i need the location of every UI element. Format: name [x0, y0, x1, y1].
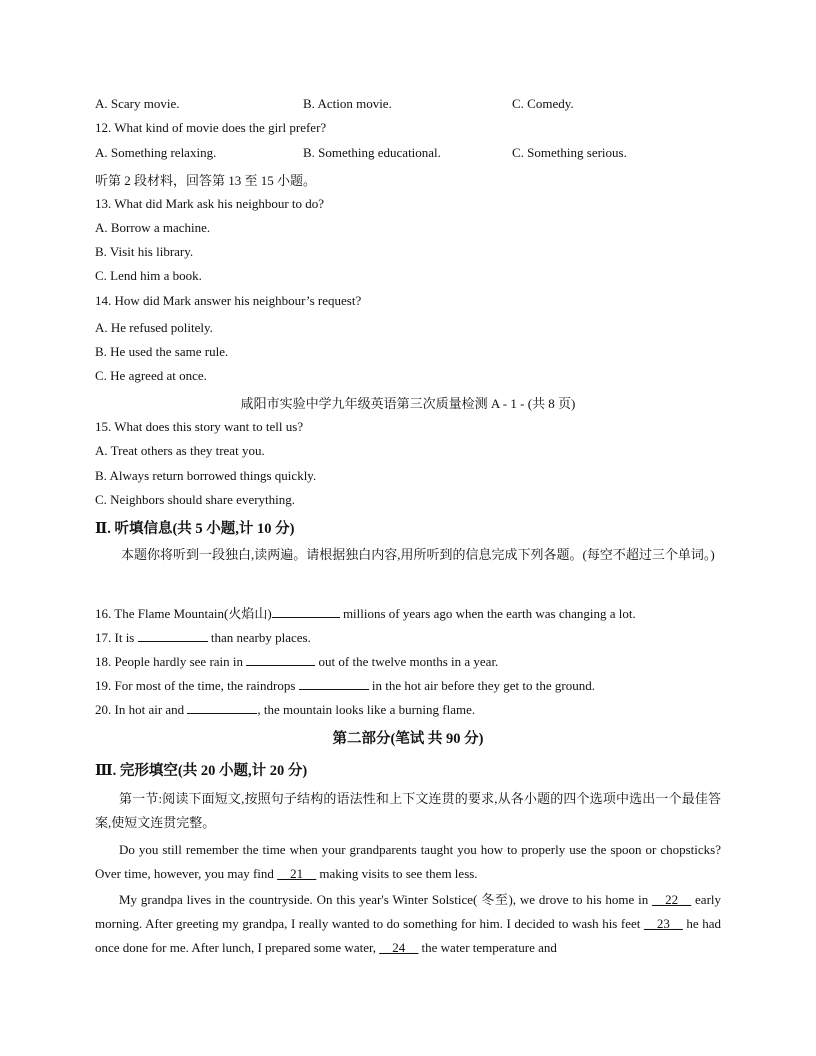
q12-option-c: C. Something serious.	[512, 145, 627, 160]
q11-option-b: B. Action movie.	[303, 96, 392, 111]
cloze-blank-23[interactable]: __23__	[643, 916, 683, 931]
answer-blank-19[interactable]	[299, 677, 369, 690]
q14-option-a: A. He refused politely.	[95, 320, 213, 335]
written-part-title: 第二部分(笔试 共 90 分)	[332, 731, 484, 747]
q13-option-b: B. Visit his library.	[95, 244, 194, 259]
section2-instruction: 听第 2 段材料，回答第 13 至 15 小题。	[95, 173, 317, 188]
cloze-p2-s3: he had once done for me. After lunch, I prepared some water,	[95, 916, 721, 955]
section3-instruction: 第一节:阅读下面短文,按照句子结构的语法性和上下文连贯的要求,从各小题的四个选项中选出一个最佳答案,使短文连贯完整。	[95, 791, 721, 830]
listening-item-20	[95, 701, 475, 718]
answer-blank-17[interactable]	[138, 629, 208, 642]
cloze-p1-before: Do you still remember the time when your grandparents taught you how to properly use the spoon or chopsticks? Over time, however, you may find	[95, 842, 721, 881]
q14-option-c: C. He agreed at once.	[95, 368, 207, 383]
item-19-after: in the hot air before they get to the ground.	[368, 678, 595, 693]
q11-option-c: C. Comedy.	[512, 96, 574, 111]
item-17-before: 17. It is	[95, 630, 138, 645]
item-18-before: 18. People hardly see rain in	[95, 654, 247, 669]
item-20-before: 20. In hot air and	[95, 702, 188, 717]
cloze-paragraph-1	[95, 838, 721, 886]
q14-question: 14. How did Mark answer his neighbour’s request?	[95, 293, 362, 308]
listening-item-17	[95, 629, 311, 646]
q15-option-b: B. Always return borrowed things quickly.	[95, 468, 317, 483]
listening-item-19	[95, 677, 595, 694]
cloze-p2-s4: the water temperature and	[418, 940, 557, 955]
q15-option-c: C. Neighbors should share everything.	[95, 492, 296, 507]
answer-blank-16[interactable]	[272, 605, 340, 618]
q12-option-a: A. Something relaxing.	[95, 145, 217, 160]
cloze-blank-24[interactable]: __24__	[379, 940, 419, 955]
section3-heading: Ⅲ. 完形填空(共 20 小题,计 20 分)	[95, 763, 308, 779]
q15-option-a: A. Treat others as they treat you.	[95, 443, 265, 458]
q12-option-b: B. Something educational.	[303, 145, 441, 160]
item-17-after: than nearby places.	[207, 630, 311, 645]
item-16-before: 16. The Flame Mountain(火焰山)	[95, 606, 272, 621]
item-16-after: millions of years ago when the earth was changing a lot.	[339, 606, 636, 621]
page-footer: 咸阳市实验中学九年级英语第三次质量检测 A - 1 - (共 8 页)	[240, 396, 576, 411]
q11-option-a: A. Scary movie.	[95, 96, 180, 111]
cloze-p1-after: making visits to see them less.	[316, 866, 478, 881]
q12-question: 12. What kind of movie does the girl prefer?	[95, 120, 327, 135]
item-20-after: , the mountain looks like a burning flame.	[257, 702, 476, 717]
listening-item-16	[95, 603, 636, 622]
q13-option-a: A. Borrow a machine.	[95, 220, 211, 235]
answer-blank-18[interactable]	[246, 653, 315, 666]
part2-heading: Ⅱ. 听填信息(共 5 小题,计 10 分)	[95, 521, 295, 537]
cloze-p2-s2: early morning. After greeting my grandpa, I really wanted to do something for him. I decided to wash his feet	[95, 892, 722, 931]
item-18-after: out of the twelve months in a year.	[315, 654, 499, 669]
cloze-p2-s1: My grandpa lives in the countryside. On this year's Winter Solstice( 冬至), we drove to his home in	[119, 892, 653, 907]
q14-option-b: B. He used the same rule.	[95, 344, 229, 359]
cloze-blank-21[interactable]: __21__	[277, 866, 317, 881]
listening-item-18	[95, 653, 498, 670]
part2-instruction: 本题你将听到一段独白,读两遍。请根据独白内容,用所听到的信息完成下列各题。(每空不超过三个单词。)	[121, 547, 715, 562]
q15-question: 15. What does this story want to tell us?	[95, 419, 304, 434]
cloze-paragraph-2	[95, 888, 721, 960]
q13-question: 13. What did Mark ask his neighbour to do?	[95, 196, 325, 211]
q13-option-c: C. Lend him a book.	[95, 268, 202, 283]
item-19-before: 19. For most of the time, the raindrops	[95, 678, 299, 693]
answer-blank-20[interactable]	[187, 701, 257, 714]
cloze-blank-22[interactable]: __22__	[652, 892, 692, 907]
